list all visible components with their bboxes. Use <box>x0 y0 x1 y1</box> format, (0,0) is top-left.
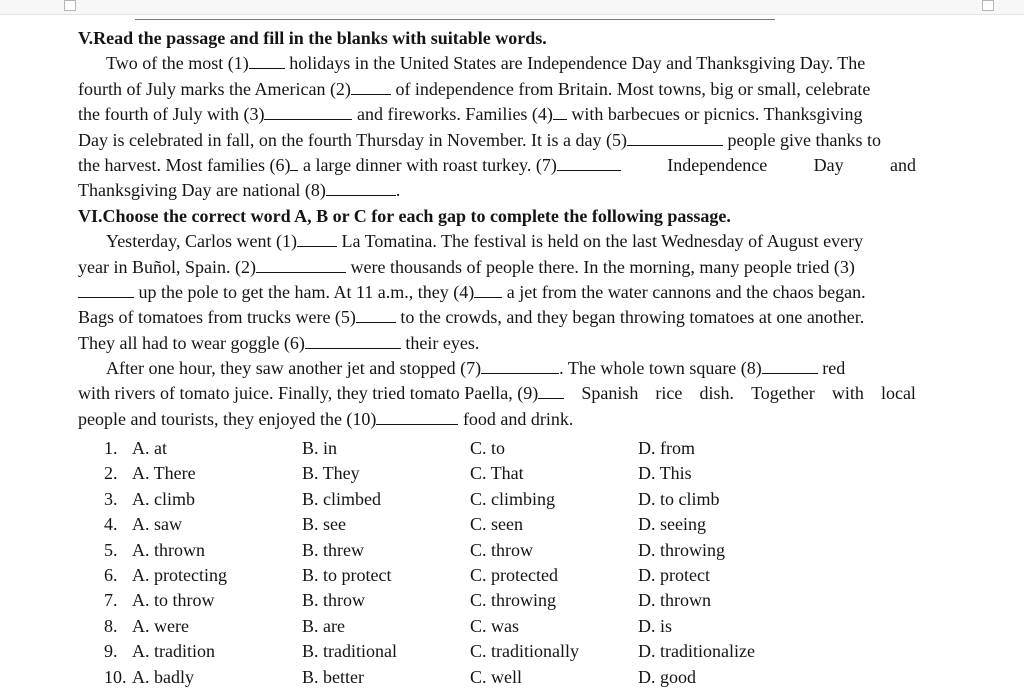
passage-line: up the pole to get the ham. At 11 a.m., they (4) a jet from the water cannons and the chaos began. <box>78 280 916 305</box>
passage-line: with rivers of tomato juice. Finally, they tried tomato Paella, (9) Spanish rice dish. Together with local <box>78 383 916 404</box>
blank <box>557 155 621 171</box>
blank <box>474 282 502 298</box>
option-row: 4. A. saw B. see C. seen D. seeing <box>104 514 706 535</box>
blank <box>481 358 559 374</box>
passage-line: people and tourists, they enjoyed the (10) food and drink. <box>78 408 574 429</box>
blank <box>249 53 285 69</box>
page-marker-icon <box>64 0 76 11</box>
passage-line: the fourth of July with (3) and fireworks. Families (4) with barbecues or picnics. Thanksgiving <box>78 104 863 125</box>
blank <box>351 79 391 95</box>
option-row: 8. A. were B. are C. was D. is <box>104 615 673 636</box>
blank <box>326 180 396 196</box>
blank <box>376 409 458 425</box>
passage-line: After one hour, they saw another jet and stopped (7) . The whole town square (8) red <box>106 358 846 379</box>
passage-line: Bags of tomatoes from trucks were (5) to the crowds, and they began throwing tomatoes at one another. <box>78 307 865 328</box>
option-row: 10. A. badly B. better C. well D. good <box>104 666 696 687</box>
passage-line: They all had to wear goggle (6) their eyes. <box>78 332 480 353</box>
passage-line: Thanksgiving Day are national (8) . <box>78 180 401 201</box>
blank <box>290 155 298 171</box>
passage-line: year in Buñol, Spain. (2) were thousands of people there. In the morning, many people tried (3) <box>78 256 855 277</box>
blank <box>78 282 134 298</box>
blank <box>356 307 396 323</box>
blank <box>264 104 352 120</box>
blank <box>538 383 564 399</box>
blank <box>256 257 346 273</box>
answer-options <box>104 436 778 690</box>
option-row: 2. A. There B. They C. That D. This <box>104 463 692 484</box>
passage-line: Day is celebrated in fall, on the fourth Thursday in November. It is a day (5) people give thanks to <box>78 129 881 150</box>
header-rule <box>135 19 775 20</box>
passage-line: Two of the most (1) holidays in the United States are Independence Day and Thanksgiving Day. The <box>106 53 866 74</box>
worksheet <box>78 26 916 432</box>
blank <box>553 104 567 120</box>
passage-line: the harvest. Most families (6) a large dinner with roast turkey. (7) Independence Day and <box>78 154 916 175</box>
passage-line: Yesterday, Carlos went (1) La Tomatina. The festival is held on the last Wednesday of August every <box>106 231 864 252</box>
blank <box>297 231 337 247</box>
option-row: 7. A. to throw B. throw C. throwing D. thrown <box>104 590 711 611</box>
section-5-heading: V.Read the passage and fill in the blanks with suitable words. <box>78 28 547 48</box>
section-6-heading: VI.Choose the correct word A, B or C for each gap to complete the following passage. <box>78 205 731 226</box>
option-row: 3. A. climb B. climbed C. climbing D. to climb <box>104 488 720 509</box>
option-row: 6. A. protecting B. to protect C. protected D. protect <box>104 564 710 585</box>
page-marker-icon <box>982 0 994 11</box>
window-top-strip <box>0 0 1024 15</box>
blank <box>762 358 818 374</box>
option-row: 1. A. at B. in C. to D. from <box>104 438 695 458</box>
blank <box>627 130 723 146</box>
passage-line: fourth of July marks the American (2) of independence from Britain. Most towns, big or small, celebrate <box>78 78 871 99</box>
option-row: 9. A. tradition B. traditional C. traditionally D. traditionalize <box>104 641 755 662</box>
blank <box>305 333 401 349</box>
option-row: 5. A. thrown B. threw C. throw D. throwing <box>104 539 725 560</box>
